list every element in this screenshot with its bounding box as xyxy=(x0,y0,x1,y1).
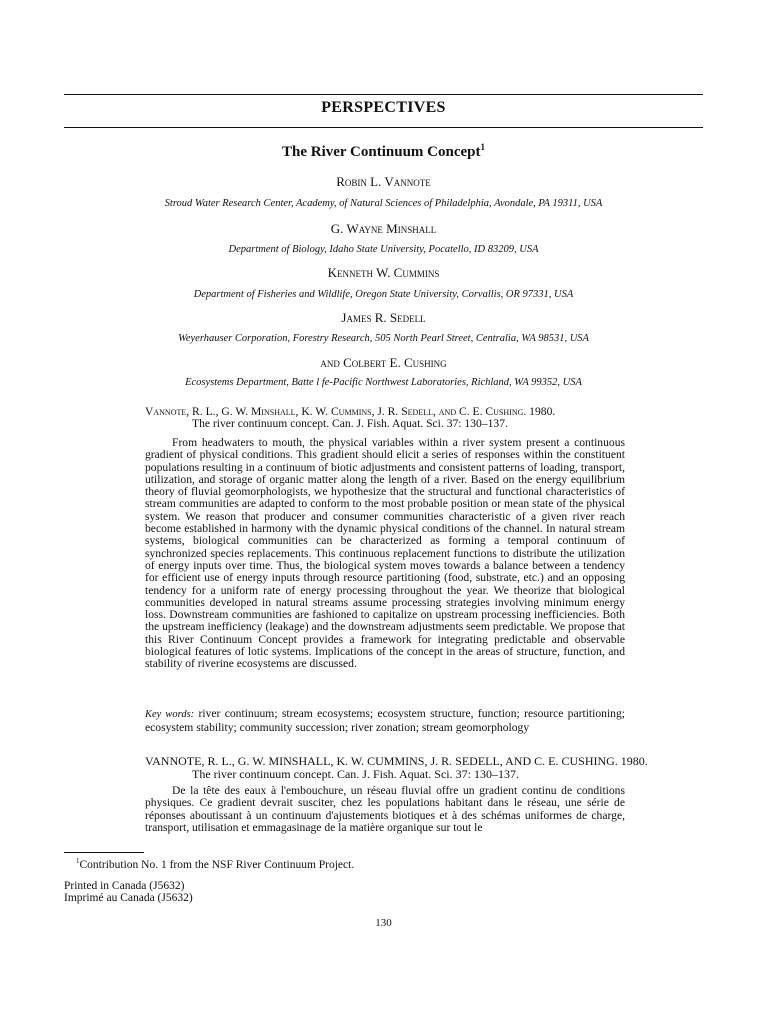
author-affiliation: Department of Fisheries and Wildlife, Oregon State University, Corvallis, OR 97331, USA xyxy=(193,289,574,300)
paper-title xyxy=(64,142,703,161)
section-title: PERSPECTIVES xyxy=(321,99,446,116)
printed-line-1: Printed in Canada (J5632) xyxy=(64,880,185,892)
author-name: James R. Sedell xyxy=(341,310,426,325)
citation-line-1: Vannote, R. L., G. W. Minshall, K. W. Cummins, J. R. Sedell, and C. E. Cushing. 1980. xyxy=(145,405,556,418)
author-affiliation: Ecosystems Department, Batte l fe-Pacific Northwest Laboratories, Richland, WA 99352, USA xyxy=(185,377,582,388)
author-affiliation: Stroud Water Research Center, Academy, of Natural Sciences of Philadelphia, Avondale, PA 19311, USA xyxy=(164,198,603,209)
footnote-text: Contribution No. 1 from the NSF River Continuum Project. xyxy=(79,858,355,871)
author-name: Kenneth W. Cummins xyxy=(327,265,440,280)
paper-title-text: The River Continuum Concept xyxy=(282,144,481,160)
footnote-mark: 1 xyxy=(76,857,80,865)
title-footnote-mark: 1 xyxy=(480,142,485,152)
section-rule xyxy=(64,127,703,128)
french-abstract: De la tête des eaux à l'embouchure, un réseau fluvial offre un gradient continu de conditions physiques. Ce gradient devrait susciter, chez les populations habitant dans le réseau, une série de réponses aboutissant à un continuum d'ajustements biotiques et à des schémas uniformes de charge, transport, utilisation et emmagasinage de la matière organique sur tout le xyxy=(145,784,625,834)
citation-line-2: The river continuum concept. Can. J. Fish. Aquat. Sci. 37: 130–137. xyxy=(192,417,508,431)
footnote xyxy=(76,857,354,871)
keywords xyxy=(145,707,625,734)
keywords-text: river continuum; stream ecosystems; ecosystem structure, function; resource partitioning; ecosystem stability; community succession; river zonation; stream geomorphology xyxy=(145,707,625,734)
top-rule xyxy=(64,94,703,95)
author-name: Robin L. Vannote xyxy=(336,174,431,189)
french-citation xyxy=(145,755,690,780)
author-name: and Colbert E. Cushing xyxy=(320,355,447,370)
french-citation-line-1: VANNOTE, R. L., G. W. MINSHALL, K. W. CUMMINS, J. R. SEDELL, AND C. E. CUSHING. 1980. xyxy=(145,754,648,768)
citation xyxy=(145,406,625,431)
french-citation-line-2: The river continuum concept. Can. J. Fish. Aquat. Sci. 37: 130–137. xyxy=(192,766,519,781)
printed-line-2: Imprimé au Canada (J5632) xyxy=(64,892,193,904)
author-affiliation: Department of Biology, Idaho State University, Pocatello, ID 83209, USA xyxy=(228,244,539,255)
page-number: 130 xyxy=(375,917,392,929)
author-affiliation: Weyerhauser Corporation, Forestry Research, 505 North Pearl Street, Centralia, WA 98531, USA xyxy=(178,333,589,344)
abstract: From headwaters to mouth, the physical variables within a river system present a continuous gradient of physical conditions. This gradient should elicit a series of responses within the constituent populations resulting in a continuum of biotic adjustments and consistent patterns of loading, transport, utilization, and storage of organic matter along the length of a river. Based on the energy equilibrium theory of fluvial geomorphologists, we hypothesize that the structural and functional characteristics of stream communities are adapted to conform to the most probable position or mean state of the physical system. We reason that producer and consumer communities characteristic of a given river reach become established in harmony with the dynamic physical conditions of the channel. In natural stream systems, biological communities can be characterized as forming a temporal continuum of synchronized species replacements. This continuous replacement functions to distribute the utilization of energy inputs over time. Thus, the biological system moves towards a balance between a tendency for efficient use of energy inputs through resource partitioning (food, substrate, etc.) and an opposing tendency for a uniform rate of energy processing throughout the year. We theorize that biological communities developed in natural streams assume processing strategies involving minimum energy loss. Downstream communities are fashioned to capitalize on upstream processing inefficiencies. Both the upstream inefficiency (leakage) and the downstream adjustments seem predictable. We propose that this River Continuum Concept provides a framework for integrating predictable and observable biological features of lotic systems. Implications of the concept in the areas of structure, function, and stability of riverine ecosystems are discussed. xyxy=(145,436,625,671)
printed-info xyxy=(64,880,193,904)
keywords-label: Key words: xyxy=(145,709,195,720)
author-name: G. Wayne Minshall xyxy=(330,221,437,236)
footnote-rule xyxy=(64,852,144,853)
